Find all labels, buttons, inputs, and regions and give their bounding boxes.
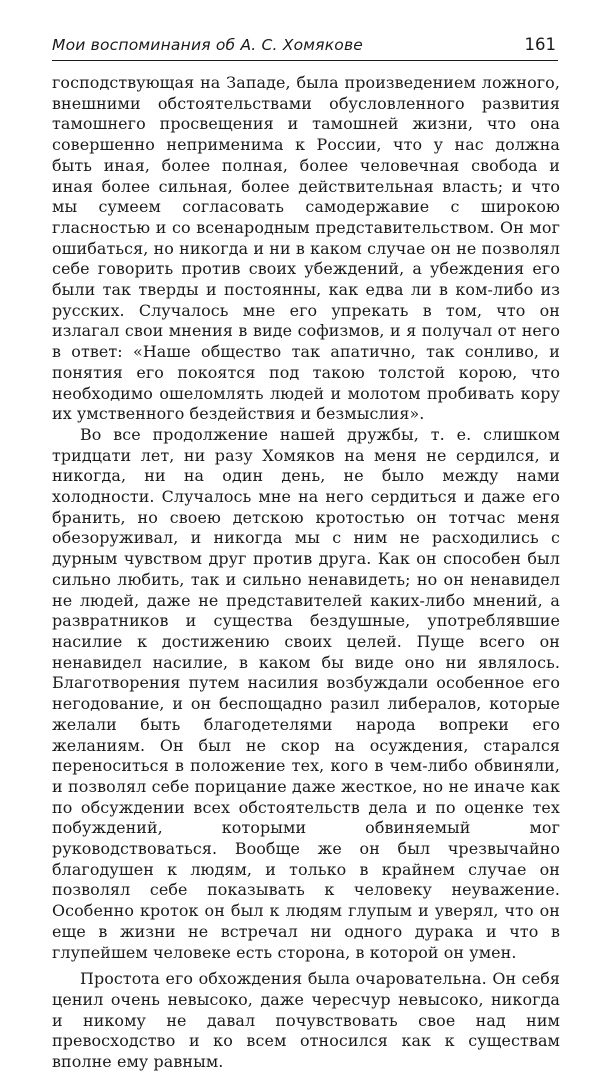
paragraph-continued: господствующая на Западе, была произведением ложного, внешними обстоятельствами обусловленного развития тамошнего просвещения и тамошней жизни, что она совершенно неприменима к России, что у нас должна быть иная, более полная, более человечная свобода и иная более сильная, более действительная власть; и что мы сумеем согласовать самодержавие с широкою гласностью и со всенародным представительством. Он мог ошибаться, но никогда и ни в каком случае он не позволял себе говорить против своих убеждений, а убеждения его были так тверды и постоянны, как едва ли в ком-либо из русских. Случалось мне его упрекать в том, что он излагал свои мнения в виде софизмов, и я получал от него в ответ: «Наше общество так апатично, так сонливо, и понятия его покоятся под такою толстой корою, что необходимо ошеломлять людей и молотом пробивать кору их умственного бездействия и безмыслия». bbox=[52, 73, 560, 424]
running-header bbox=[52, 34, 558, 61]
paragraph: Во все продолжение нашей дружбы, т. е. слишком тридцати лет, ни разу Хомяков на меня не сердился, и никогда, ни на один день, не было между нами холодности. Случалось мне на него сердиться и даже его бранить, но своею детскою кротостью он тотчас меня обезоруживал, и никогда мы с ним не расходились с дурным чувством друг против друга. Как он способен был сильно любить, так и сильно ненавидеть; но он ненавидел не людей, даже не представителей каких-либо мнений, а развратников и существа бездушные, употреблявшие насилие к достижению своих целей. Пуще всего он ненавидел насилие, в каком бы виде оно ни являлось. Благотворения путем насилия возбуждали особенное его негодование, и он беспощадно разил либералов, которые желали быть благодетелями народа вопреки его желаниям. Он был не скор на осуждения, старался переноситься в положение тех, кого в чем-либо обвиняли, и позволял себе порицание даже жесткое, но не иначе как по обсуждении всех обстоятельств дела и по оценке тех побуждений, которыми обвиняемый мог руководствоваться. Вообще же он был чрезвычайно благодушен к людям, и только в крайнем случае он позволял себе показывать к человеку неуважение. Особенно кроток он был к людям глупым и уверял, что он еще в жизни не встречал ни одного дурака и что в глупейшем человеке есть сторона, в которой он умен. bbox=[52, 424, 560, 962]
running-title: Мои воспоминания об А. С. Хомякове bbox=[52, 36, 364, 54]
page-number: 161 bbox=[524, 35, 556, 54]
paragraph: Простота его обхождения была очаровательна. Он себя ценил очень невысоко, даже чересчур невысоко, никогда и никому не давал почувствовать свое над ним превосходство и ко всем относился как к существам вполне ему равным. bbox=[52, 969, 560, 1072]
body-text bbox=[52, 73, 560, 1073]
